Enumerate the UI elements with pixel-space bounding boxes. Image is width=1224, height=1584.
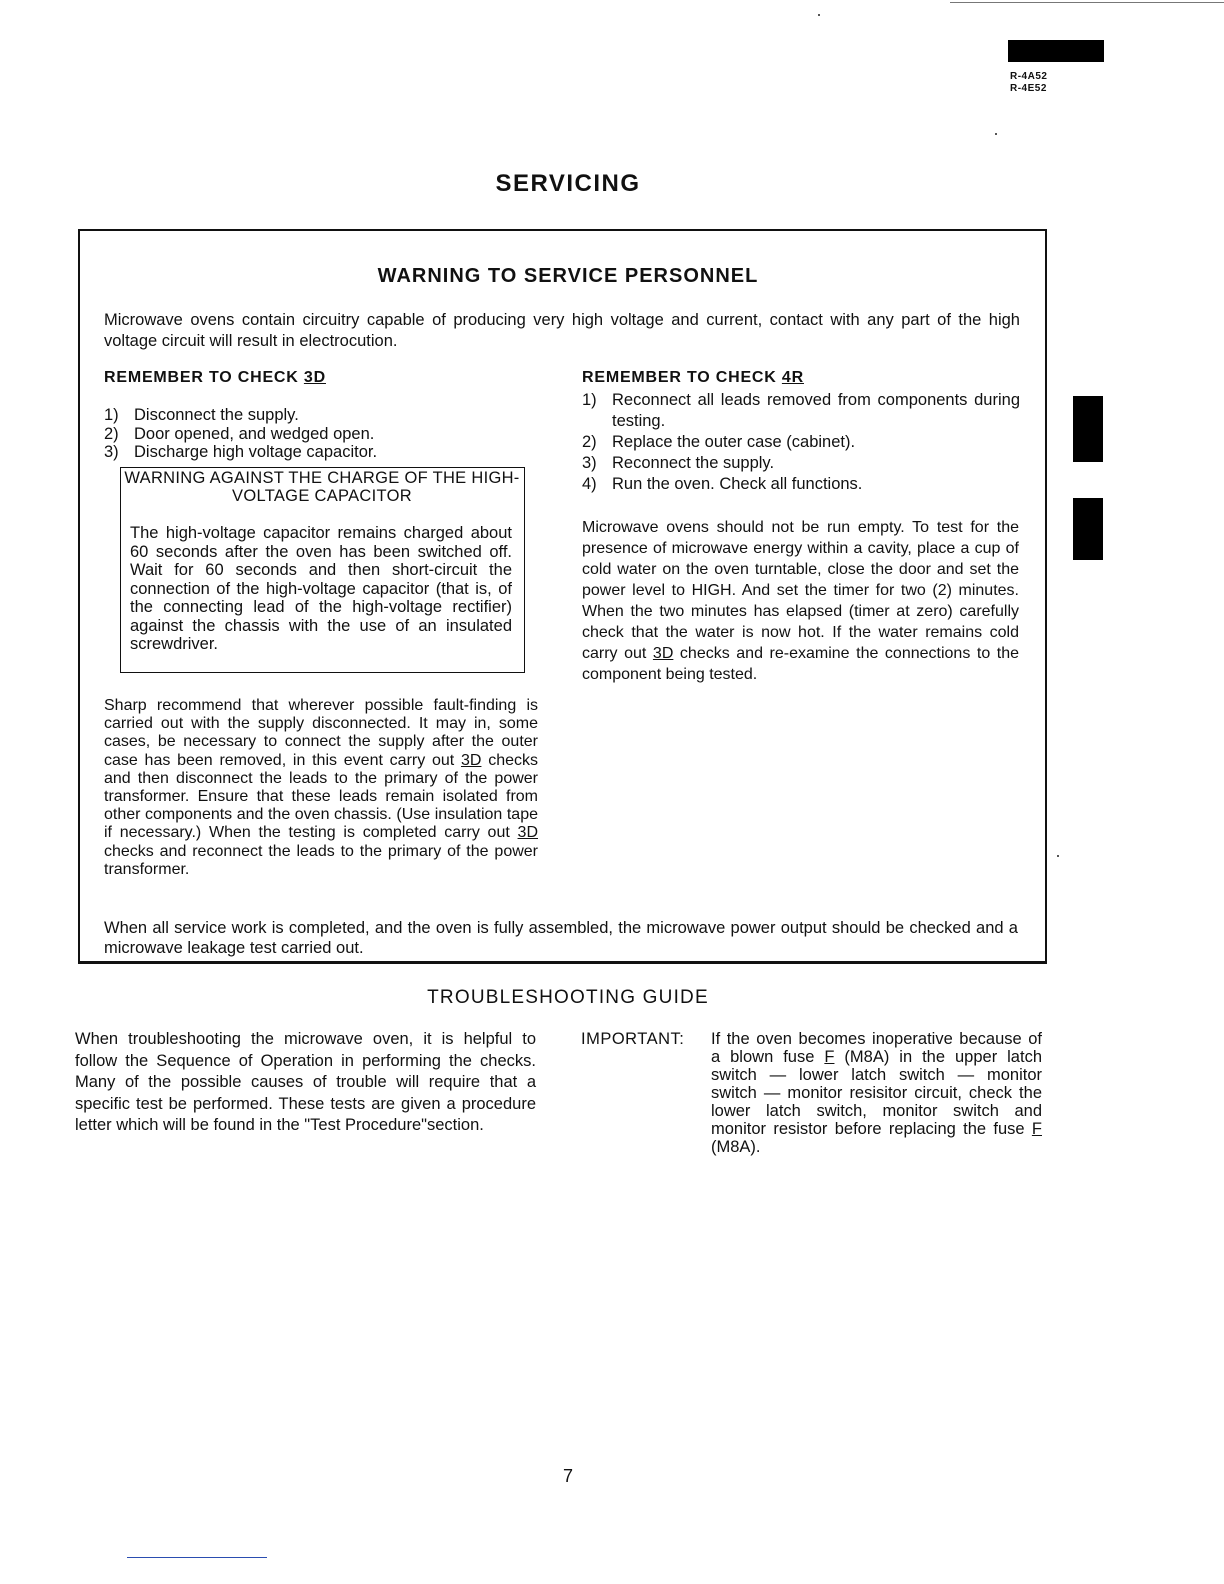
scan-speck [1057, 855, 1059, 857]
check-3d-heading: REMEMBER TO CHECK 3D [104, 369, 326, 386]
scan-speck [995, 133, 997, 135]
scan-artifact-line [127, 1557, 267, 1558]
check-3d-steps [104, 406, 524, 462]
model-number: R-4A52 [1010, 71, 1048, 82]
list-item: 4) Run the oven. Check all functions. [582, 475, 863, 493]
important-label: IMPORTANT: [581, 1030, 685, 1048]
troubleshooting-title: TROUBLESHOOTING GUIDE [427, 987, 709, 1008]
troubleshooting-body: When troubleshooting the microwave oven, it is helpful to follow the Sequence of Operation in performing the checks. Many of the possible causes of trouble will require that a specific test be performed. These tests are given a procedure letter which will be found in the "Test Procedure"section. [75, 1030, 536, 1134]
code-3d: 3D [517, 824, 538, 842]
list-item: 2) Replace the outer case (cabinet). [582, 433, 856, 451]
capacitor-warning-body: The high-voltage capacitor remains charged about 60 seconds after the oven has been switched off. Wait for 60 seconds and then short-circuit the connection of the high-voltage capacitor (that is, of the connecting lead of the high-voltage rectifier) against the chassis with the use of an insulated screwdriver. [130, 524, 512, 653]
check-4r-steps [582, 390, 1020, 495]
list-item: 1) Disconnect the supply. [104, 406, 299, 424]
code-3d: 3D [652, 645, 674, 662]
final-service-note: When all service work is completed, and the oven is fully assembled, the microwave power output should be checked and a microwave leakage test carried out. [104, 919, 1018, 957]
fuse-label: F [824, 1048, 835, 1066]
list-item: 3) Reconnect the supply. [582, 454, 775, 472]
list-item: 1) Reconnect all leads removed from components during testing. [582, 391, 1020, 430]
code-3d: 3D [303, 369, 326, 386]
section-tab-marker [1008, 40, 1104, 62]
scan-edge-rule [950, 2, 1224, 3]
sharp-recommendation: Sharp recommend that wherever possible fault-finding is carried out with the supply disconnected. It may in, some cases, be necessary to connect the supply after the outer case has been removed, in this event carry out 3D checks and then disconnect the leads to the primary of the power transformer. Ensure that these leads remain isolated from other components and the oven chassis. (Use insulation tape if necessary.) When the testing is completed carry out 3D checks and reconnect the leads to the primary of the power transformer. [104, 697, 538, 878]
code-4r: 4R [781, 369, 804, 386]
code-3d: 3D [460, 751, 482, 769]
capacitor-warning-title: WARNING AGAINST THE CHARGE OF THE HIGH-VOLTAGE CAPACITOR [124, 469, 520, 505]
side-tab-marker [1073, 498, 1103, 560]
list-item: 3) Discharge high voltage capacitor. [104, 443, 378, 461]
list-item: 2) Door opened, and wedged open. [104, 424, 375, 443]
important-note: If the oven becomes inoperative because of a blown fuse F (M8A) in the upper latch switch — lower latch switch — monitor switch — monitor resisitor circuit, check the lower latch switch, monitor switch and monitor resistor before replacing the fuse F (M8A). [711, 1030, 1042, 1156]
warning-title: WARNING TO SERVICE PERSONNEL [377, 265, 759, 287]
model-numbers [1010, 71, 1047, 95]
empty-oven-note: Microwave ovens should not be run empty. To test for the presence of microwave energy within a cavity, place a cup of cold water on the oven turntable, close the door and set the power level to HIGH. And set the timer for two (2) minutes. When the two minutes has elapsed (timer at zero) carefully check that the water is now hot. If the water remains cold carry out 3D checks and re-examine the connections to the component being tested. [582, 519, 1020, 683]
fuse-label: F [1031, 1120, 1042, 1138]
check-4r-heading: REMEMBER TO CHECK 4R [582, 369, 804, 386]
page-title: SERVICING [495, 170, 641, 197]
scan-speck [818, 14, 820, 16]
page-number: 7 [562, 1466, 573, 1486]
side-tab-marker [1073, 396, 1103, 462]
warning-intro: Microwave ovens contain circuitry capable of producing very high voltage and current, contact with any part of the high voltage circuit will result in electrocution. [104, 311, 1020, 350]
model-number: R-4E52 [1010, 83, 1047, 94]
